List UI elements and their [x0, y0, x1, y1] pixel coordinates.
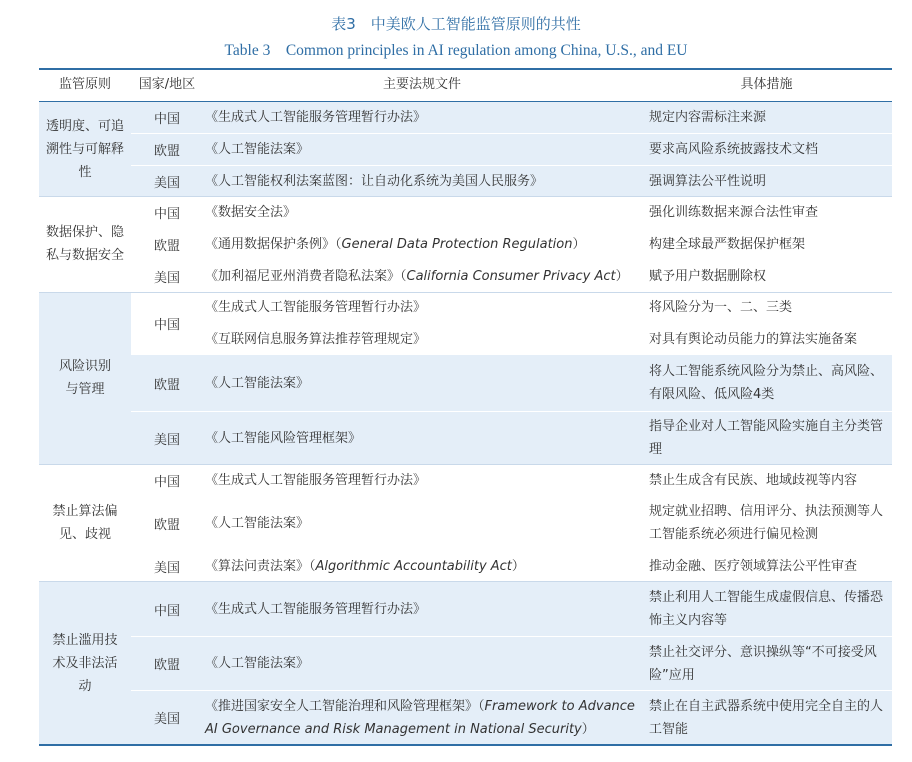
measure-cell: 禁止生成含有民族、地域歧视等内容 [649, 472, 858, 488]
category-label: 禁止算法偏见、歧视 [52, 503, 118, 542]
category-cell [39, 102, 131, 196]
region-cell: 美国 [153, 175, 180, 191]
law-cell: 《生成式人工智能服务管理暂行办法》 [205, 601, 427, 617]
law-cell: 《人工智能法案》 [205, 656, 310, 671]
category-label: 数据保护、隐私与数据安全 [45, 225, 124, 263]
region-cell: 欧盟 [153, 658, 180, 673]
region-cell: 美国 [153, 270, 180, 286]
region-cell: 欧盟 [153, 144, 180, 159]
region-cell: 美国 [153, 560, 180, 576]
measure-cell: 禁止利用人工智能生成虚假信息、传播恐怖主义内容等 [649, 590, 884, 628]
law-cell: 《数据安全法》 [205, 205, 297, 220]
region-cell: 中国 [153, 474, 180, 490]
law-cell: 《生成式人工智能服务管理暂行办法》 [205, 300, 427, 315]
header-principle: 监管原则 [58, 77, 111, 92]
law-cell: 《人工智能权利法案蓝图：让自动化系统为美国人民服务》 [205, 173, 544, 189]
header-measures: 具体措施 [740, 77, 793, 92]
law-cell: 《加利福尼亚州消费者隐私法案》（California Consumer Privacy Act） [205, 268, 629, 284]
law-cell: 《算法问责法案》（Algorithmic Accountability Act） [205, 558, 525, 574]
category-cell [39, 464, 131, 581]
measure-cell: 将风险分为一、二、三类 [649, 300, 793, 315]
measure-cell: 要求高风险系统披露技术文档 [649, 142, 819, 157]
region-cell: 中国 [153, 112, 180, 127]
measure-cell: 将人工智能系统风险分为禁止、高风险、有限风险、低风险4类 [649, 364, 884, 402]
law-cell: 《人工智能法案》 [205, 142, 310, 157]
law-cell: 《互联网信息服务算法推荐管理规定》 [205, 332, 427, 347]
region-cell: 中国 [153, 318, 180, 333]
law-cell: 《推进国家安全人工智能治理和风险管理框架》（Framework to Advance AI Governance and Risk Management in National Security） [205, 698, 635, 737]
law-cell: 《生成式人工智能服务管理暂行办法》 [205, 110, 427, 125]
law-cell: 《人工智能法案》 [205, 515, 310, 531]
law-cell: 《人工智能风险管理框架》 [205, 430, 362, 446]
measure-cell: 禁止社交评分、意识操纵等“不可接受风险”应用 [649, 644, 877, 683]
category-label: 风险识别与管理 [58, 359, 111, 397]
category-cell [39, 292, 131, 464]
category-cell [39, 196, 131, 292]
region-cell: 中国 [153, 207, 180, 222]
bottom-rule [39, 744, 892, 746]
measure-cell: 对具有舆论动员能力的算法实施备案 [649, 332, 858, 347]
category-label: 透明度、可追溯性与可解释性 [45, 118, 124, 180]
region-cell: 美国 [153, 712, 180, 727]
header-region: 国家/地区 [138, 77, 196, 92]
regulation-table [39, 68, 892, 746]
measure-cell: 规定就业招聘、信用评分、执法预测等人工智能系统必须进行偏见检测 [649, 504, 884, 542]
measure-cell: 推动金融、医疗领域算法公平性审查 [649, 558, 858, 574]
category-cell [39, 581, 131, 746]
measure-cell: 禁止在自主武器系统中使用完全自主的人工智能 [649, 698, 884, 737]
law-cell: 《通用数据保护条例》（General Data Protection Regulation） [205, 236, 586, 252]
top-rule [39, 68, 892, 70]
measure-cell: 规定内容需标注来源 [649, 110, 767, 125]
law-cell: 《人工智能法案》 [205, 375, 310, 391]
table-title-zh: 表3 中美欧人工智能监管原则的共性 [331, 15, 581, 33]
measure-cell: 构建全球最严数据保护框架 [649, 236, 806, 252]
category-label: 禁止滥用技术及非法活动 [52, 633, 118, 694]
measure-cell: 强化训练数据来源合法性审查 [649, 205, 819, 220]
region-cell: 美国 [153, 432, 180, 448]
measure-cell: 赋予用户数据删除权 [649, 268, 767, 284]
region-cell: 中国 [153, 603, 180, 619]
measure-cell: 强调算法公平性说明 [649, 173, 767, 189]
law-cell: 《生成式人工智能服务管理暂行办法》 [205, 472, 427, 488]
region-cell: 欧盟 [153, 517, 180, 533]
region-cell: 欧盟 [153, 377, 180, 393]
header-law: 主要法规文件 [382, 77, 461, 92]
measure-cell: 指导企业对人工智能风险实施自主分类管理 [649, 419, 884, 457]
table-title-en: Table 3 Common principles in AI regulation among China, U.S., and EU [224, 42, 688, 59]
region-cell: 欧盟 [153, 238, 180, 254]
